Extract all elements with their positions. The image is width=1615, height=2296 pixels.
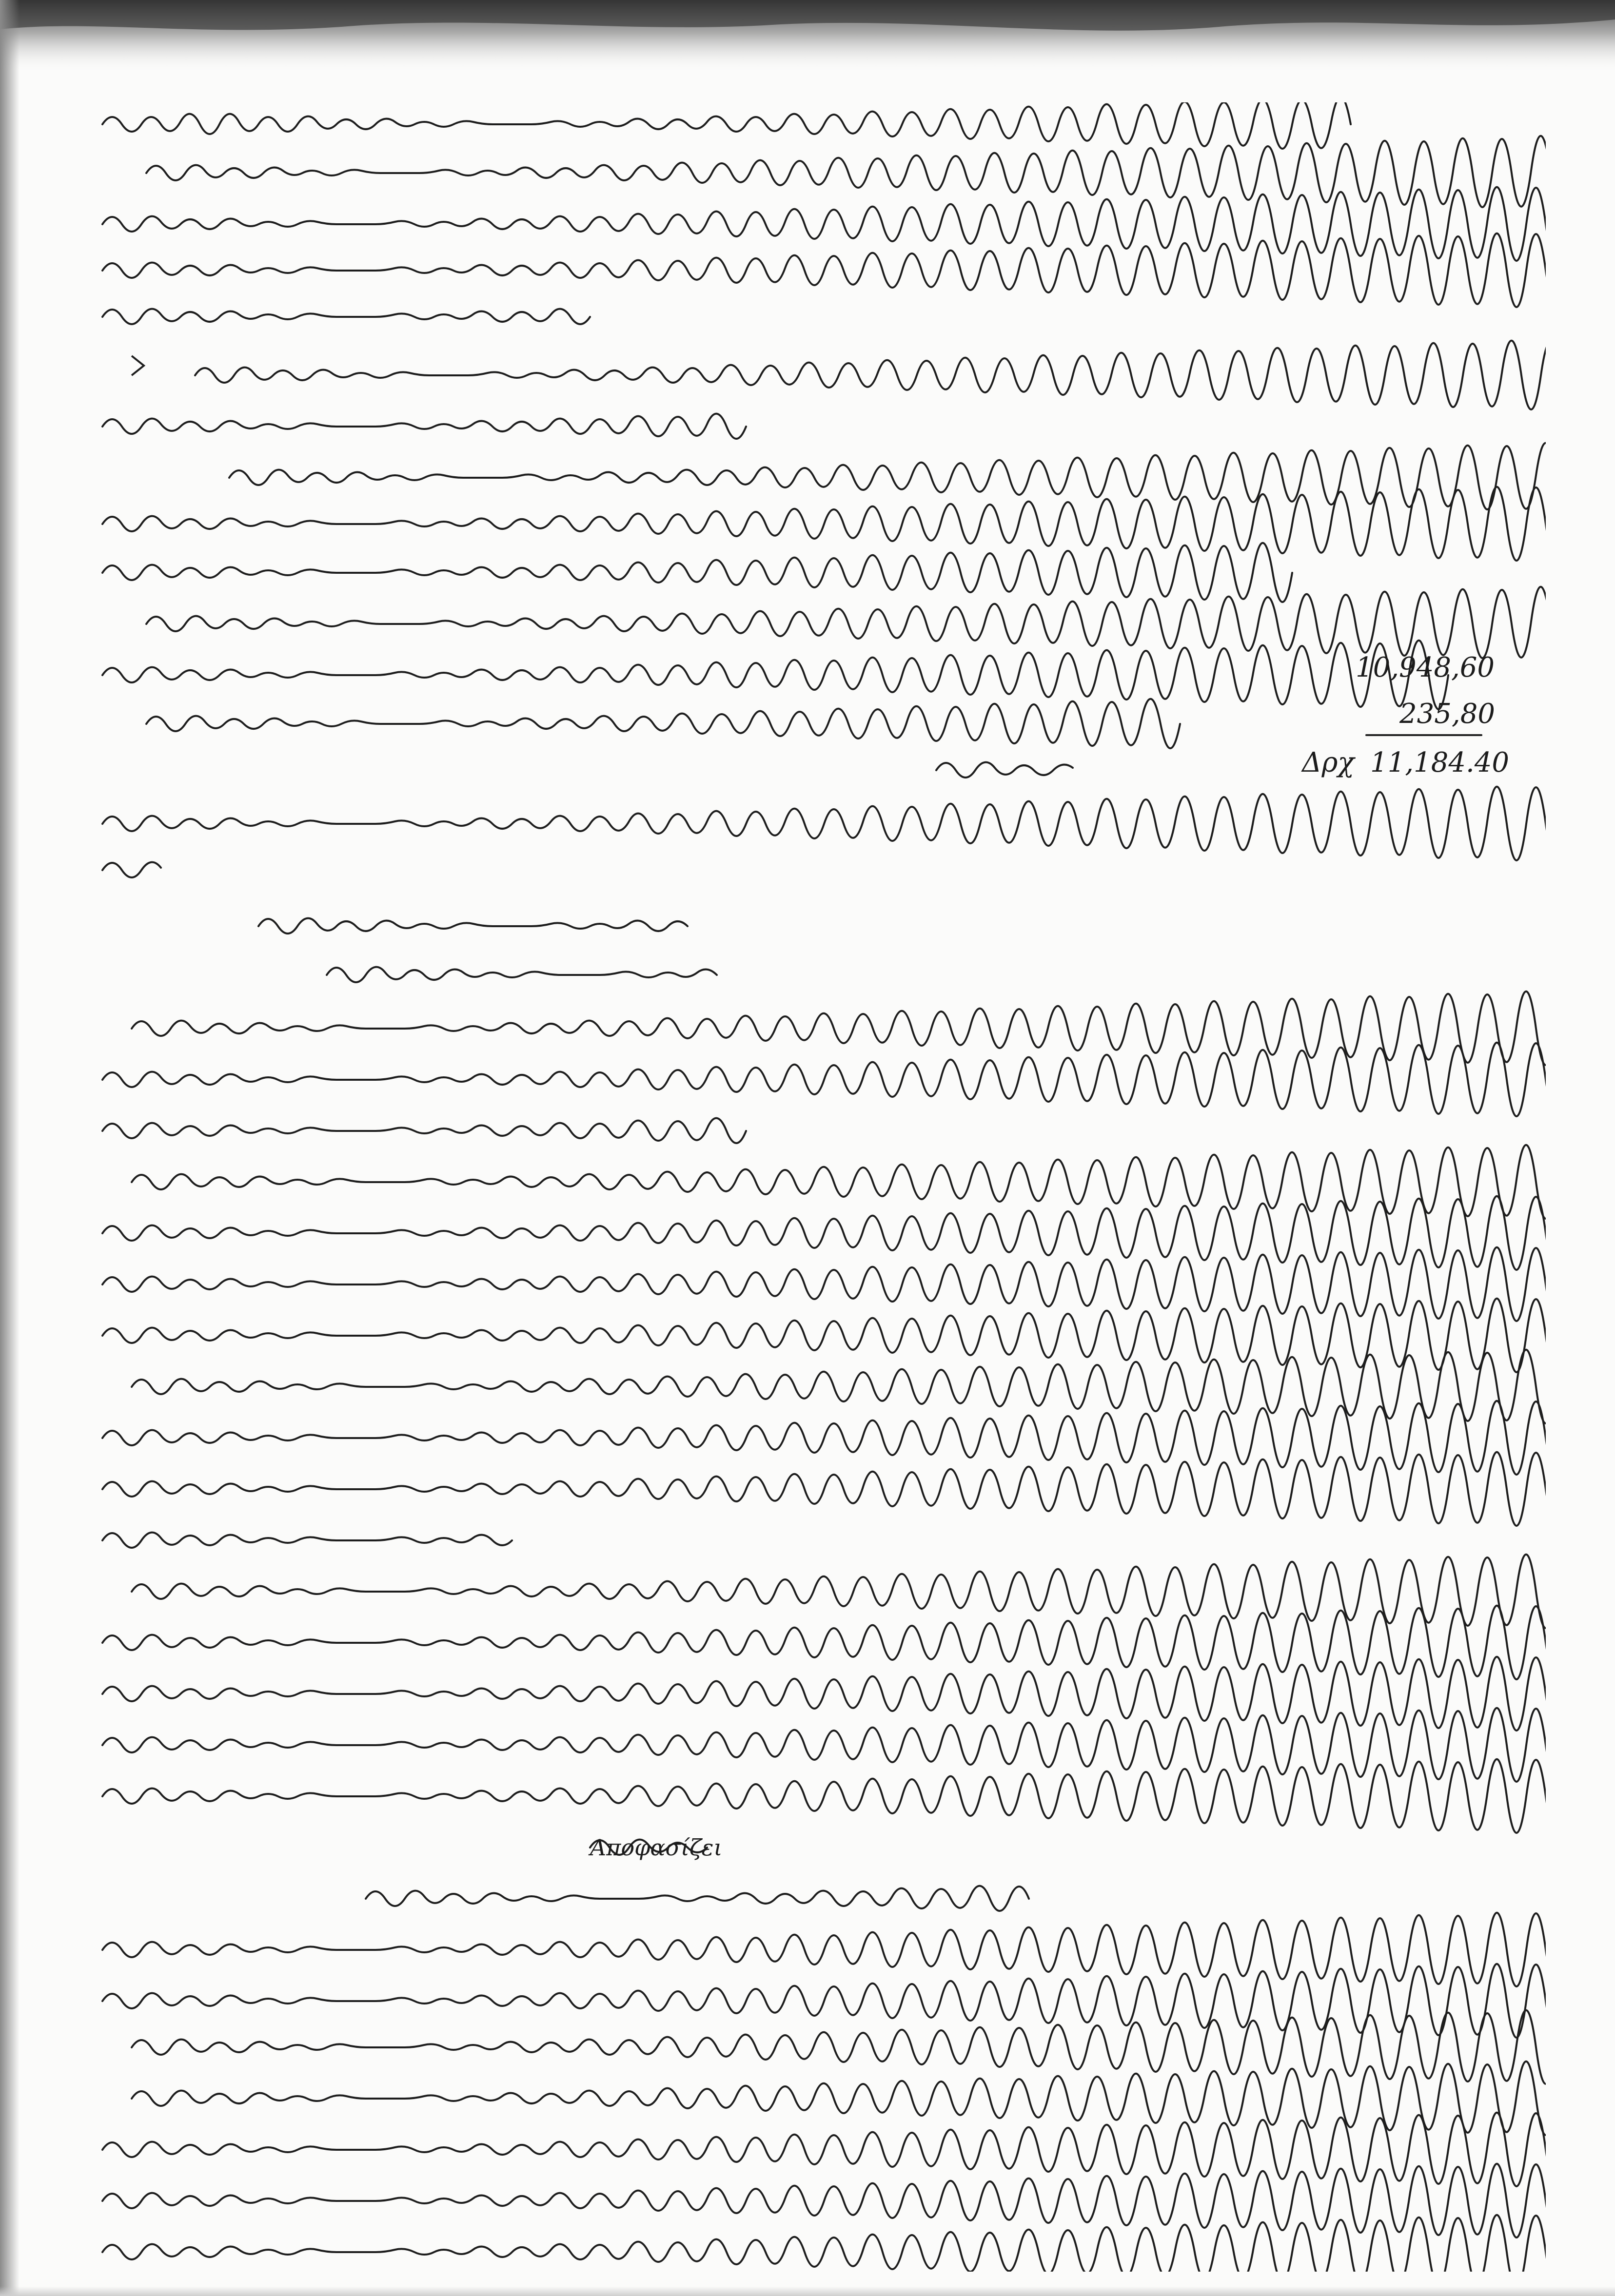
total-label: Δρχ — [1302, 747, 1355, 778]
scan-top-shadow — [0, 0, 1615, 73]
total-amount: 11,184.40 — [1370, 747, 1510, 778]
margin-mark — [132, 356, 144, 375]
amount-line-2: 235,80 — [1399, 698, 1495, 730]
amount-line-1: 10,948,60 — [1356, 652, 1495, 683]
decision-heading: Αποφασίζει — [590, 1834, 723, 1861]
scan-left-shadow — [0, 0, 20, 2296]
handwritten-text-body — [83, 102, 1546, 2272]
sum-underline — [1365, 734, 1482, 736]
scan-bottom-shadow — [0, 2286, 1615, 2296]
handwriting-strokes — [83, 102, 1546, 2272]
